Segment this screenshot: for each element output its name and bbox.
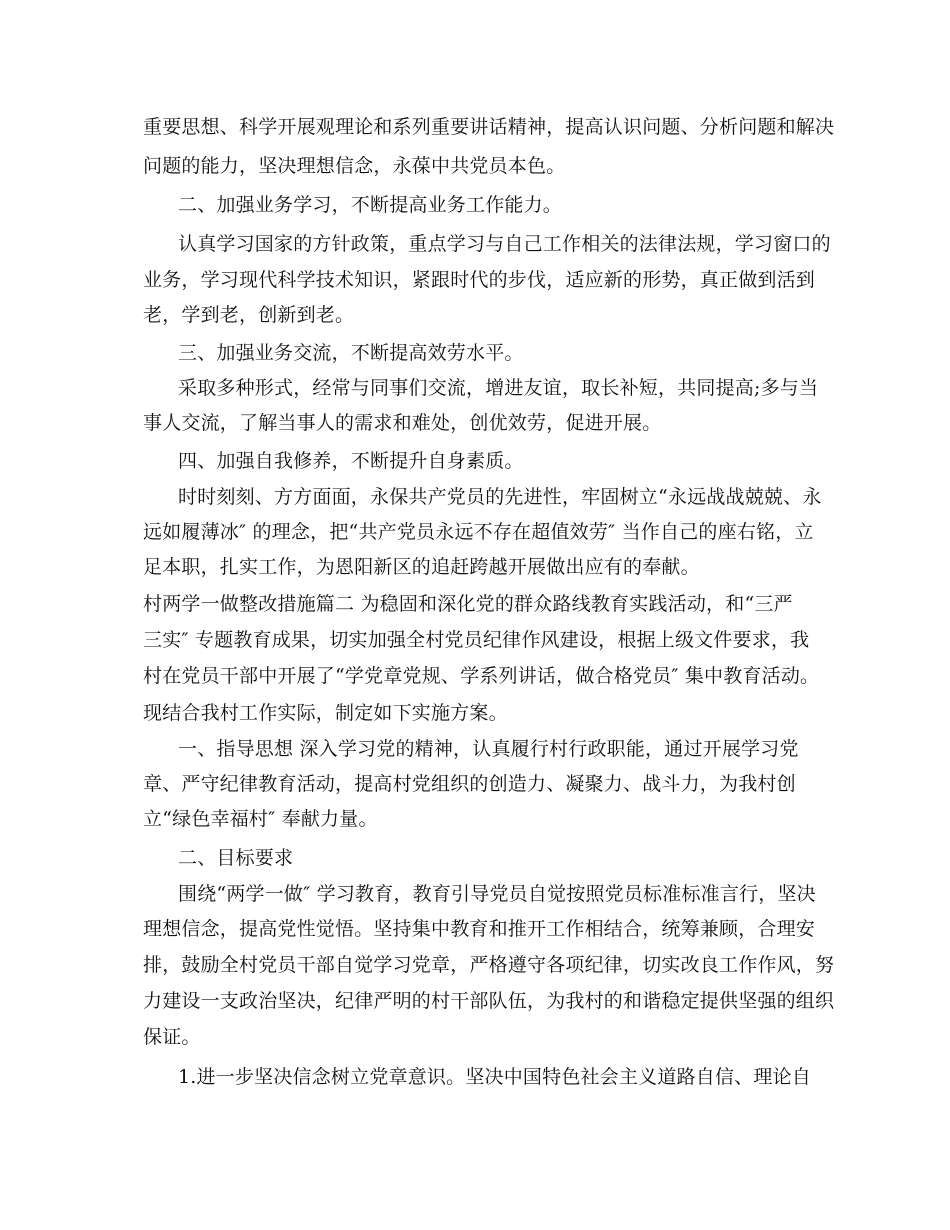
text-line: 一、指导思想 深入学习党的精神，认真履行村行政职能，通过开展学习党 xyxy=(178,738,799,760)
text-line: 1.进一步坚决信念树立党章意识。坚决中国特色社会主义道路自信、理论自 xyxy=(178,1066,811,1088)
text-line: 村在党员干部中开展了“学党章党规、学系列讲话，做合格党员″ 集中教育活动。 xyxy=(143,665,820,687)
text-line: 老，学到老，创新到老。 xyxy=(143,304,355,326)
text-line: 业务，学习现代科学技术知识，紧跟时代的步伐，适应新的形势，真正做到活到 xyxy=(143,269,816,291)
text-line: 三实″ 专题教育成果，切实加强全村党员纪律作风建设，根据上级文件要求，我 xyxy=(143,629,810,651)
text-line: 村两学一做整改措施篇二 为稳固和深化党的群众路线教育实践活动，和“三严 xyxy=(143,593,793,615)
text-line: 时时刻刻、方方面面，永保共产党员的先进性，牢固树立“永远战战兢兢、永 xyxy=(178,486,822,508)
section-heading: 三、加强业务交流，不断提高效劳水平。 xyxy=(178,342,524,364)
text-line: 立“绿色幸福村″ 奉献力量。 xyxy=(143,808,378,830)
text-line: 现结合我村工作实际，制定如下实施方案。 xyxy=(143,702,508,724)
text-line: 认真学习国家的方针政策，重点学习与自己工作相关的法律法规，学习窗口的 xyxy=(178,233,831,255)
text-line: 重要思想、科学开展观理论和系列重要讲话精神，提高认识问题、分析问题和解决 xyxy=(143,116,835,138)
text-line: 事人交流，了解当事人的需求和难处，创优效劳，促进开展。 xyxy=(143,412,662,434)
section-heading: 二、加强业务学习，不断提高业务工作能力。 xyxy=(178,194,563,216)
text-line: 围绕“两学一做″ 学习教育，教育引导党员自觉按照党员标准标准言行，坚决 xyxy=(178,883,816,905)
text-line: 力建设一支政治坚决，纪律严明的村干部队伍，为我村的和谐稳定提供坚强的组织 xyxy=(143,990,835,1012)
text-line: 排，鼓励全村党员干部自觉学习党章，严格遵守各项纪律，切实改良工作作风，努 xyxy=(143,954,835,976)
text-line: 章、严守纪律教育活动，提高村党组织的创造力、凝聚力、战斗力，为我村创 xyxy=(143,773,796,795)
section-heading: 四、加强自我修养，不断提升自身素质。 xyxy=(178,450,524,472)
text-line: 理想信念，提高党性觉悟。坚持集中教育和推开工作相结合，统筹兼顾，合理安 xyxy=(143,918,816,940)
text-line: 足本职，扎实工作，为恩阳新区的追赶跨越开展做出应有的奉献。 xyxy=(143,556,700,578)
text-line: 保证。 xyxy=(143,1026,201,1048)
text-line: 问题的能力，坚决理想信念，永葆中共党员本色。 xyxy=(143,155,566,177)
section-heading: 二、目标要求 xyxy=(178,847,294,869)
text-line: 远如履薄冰″ 的理念，把“共产党员永远不存在超值效劳″ 当作自己的座右铭，立 xyxy=(143,521,814,543)
text-line: 采取多种形式，经常与同事们交流，增进友谊，取长补短，共同提高;多与当 xyxy=(178,377,819,399)
